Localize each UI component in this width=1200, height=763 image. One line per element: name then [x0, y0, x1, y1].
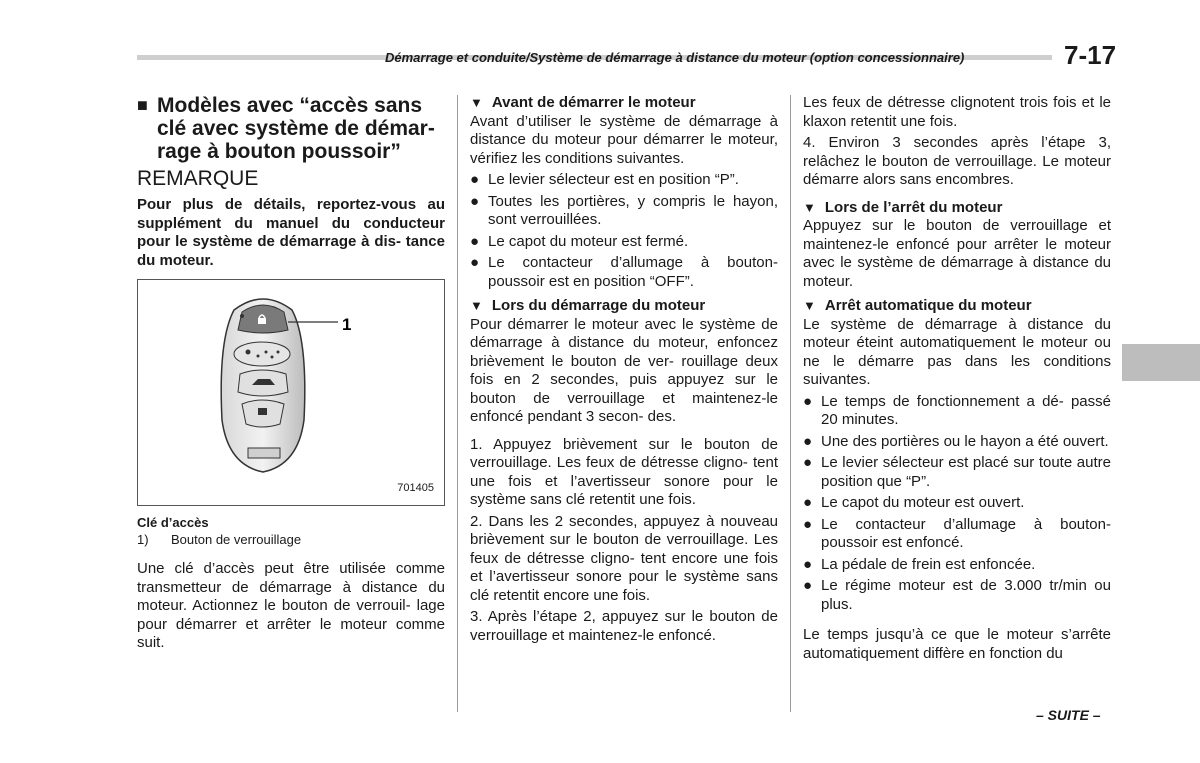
bullet-icon: ● [803, 577, 813, 594]
paragraph: Le temps jusqu’à ce que le moteur s’arrête automatiquement diffère en fonction du [803, 626, 1111, 662]
logo-button [234, 342, 290, 366]
bullet-icon: ● [470, 171, 480, 188]
bullet-icon: ● [470, 232, 480, 250]
triangle-bullet-icon: ▼ [470, 298, 483, 313]
paragraph: Pour démarrer le moteur avec le système de démarrage à distance du moteur, enfoncez brièvement le bouton de ver- rouillage deux fois en 2 secondes, puis appuyez sur le bouton de verrouillage et maintenez-le enfoncé pendant 3 secon- des. [470, 315, 778, 425]
step-2: 2. Dans les 2 secondes, appuyez à nouveau brièvement sur le bouton de verrouillage. Les feux de détresse cligno- tent encore une fois et l’avertisseur sonore pour le système sans clé retentit encore une fois. [470, 512, 778, 604]
section-title [137, 94, 445, 163]
lock-icon [258, 318, 266, 324]
triangle-bullet-icon: ▼ [803, 298, 816, 313]
list-item: ● Le capot du moteur est fermé. [470, 232, 689, 250]
page-number: 7-17 [1064, 40, 1117, 70]
paragraph: Appuyez sur le bouton de verrouillage et maintenez-le enfoncé pour arrêter le moteur avec le système de démarrage à distance du moteur. [803, 217, 1111, 290]
list-item: ● La pédale de frein est enfoncée. [803, 555, 1036, 573]
figure-caption-title: Clé d’accès [137, 515, 209, 530]
square-bullet-icon: ■ [137, 95, 148, 115]
list-item: ● Le levier sélecteur est en position “P”. [470, 171, 739, 188]
triangle-bullet-icon: ▼ [803, 199, 816, 215]
bullet-icon: ● [803, 494, 813, 511]
heading-auto-stop: ▼ Arrêt automatique du moteur [803, 297, 1032, 314]
bullet-icon: ● [803, 432, 813, 450]
figure-caption-item: 1) Bouton de verrouillage [137, 532, 302, 547]
column-3 [803, 94, 1111, 663]
list-item: ● Le contacteur d’allumage à bouton- poussoir est en position “OFF”. [470, 254, 778, 290]
heading-during-start: ▼ Lors du démarrage du moteur [470, 297, 706, 314]
key-figure [137, 279, 445, 506]
paragraph: Les feux de détresse clignotent trois fois et le klaxon retentit une fois. [803, 94, 1111, 130]
bullet-icon: ● [803, 515, 813, 533]
step-3: 3. Après l’étape 2, appuyez sur le bouton de verrouillage et maintenez-le enfoncé. [470, 608, 778, 644]
intro-paragraph: Une clé d’accès peut être utilisée comme transmetteur de démarrage à distance du moteur. Actionnez le bouton de verrouil- lage pour démarrer et arrêter le moteur comme suit. [137, 560, 445, 651]
bullet-icon: ● [803, 454, 813, 471]
lights-icon [258, 408, 267, 415]
list-item: ● Le régime moteur est de 3.000 tr/min ou plus. [803, 577, 1111, 613]
figure-code: 701405 [397, 481, 434, 494]
step-1: 1. Appuyez brièvement sur le bouton de verrouillage. Les feux de détresse cligno- tent une fois et l’avertisseur sonore pour le système sans clé retentit une fois. [470, 435, 778, 508]
continued-marker: – SUITE – [1036, 707, 1101, 723]
remarque-text: Pour plus de détails, reportez-vous au supplément du manuel du conducteur pour le système de démarrage à dis- tance du moteur. [137, 196, 445, 269]
list-item: ● Le levier sélecteur est placé sur toute autre position que “P”. [803, 454, 1111, 490]
column-divider [790, 95, 791, 712]
running-header: Démarrage et conduite/Système de démarrage à distance du moteur (option concessionnaire) [385, 50, 965, 65]
paragraph: Le système de démarrage à distance du moteur éteint automatiquement le moteur ou ne le démarre pas dans les conditions suivantes. [803, 315, 1111, 388]
column-1 [137, 94, 445, 653]
column-2 [470, 94, 778, 645]
heading-stop-engine: ▼ Lors de l’arrêt du moteur [803, 198, 1003, 216]
column-divider [457, 95, 458, 712]
list-item: ● Toutes les portières, y compris le hayon, sont verrouillées. [470, 192, 778, 228]
list-item: ● Le contacteur d’allumage à bouton- poussoir est enfoncé. [803, 515, 1111, 551]
list-item: ● Le temps de fonctionnement a dé- passé 20 minutes. [803, 392, 1111, 428]
bullet-icon: ● [803, 392, 813, 410]
access-key-illustration [138, 280, 444, 505]
callout-1: 1 [342, 315, 352, 334]
bullet-icon: ● [470, 192, 480, 210]
chapter-tab [1122, 344, 1200, 381]
triangle-bullet-icon: ▼ [470, 95, 483, 110]
step-4: 4. Environ 3 secondes après l’étape 3, relâchez le bouton de verrouillage. Le moteur démarre alors sans encombres. [803, 134, 1111, 188]
heading-before-start: ▼ Avant de démarrer le moteur [470, 94, 696, 111]
paragraph: Avant d’utiliser le système de démarrage à distance du moteur pour démarrer le moteur, vérifiez les conditions suivantes. [470, 112, 778, 167]
list-item: ● Une des portières ou le hayon a été ouvert. [803, 432, 1109, 450]
bullet-icon: ● [470, 254, 480, 271]
section-title-text: Modèles avec “accès sans clé avec système de démar- rage à bouton poussoir” [157, 94, 435, 163]
remarque-heading: REMARQUE [137, 167, 259, 190]
list-item: ● Le capot du moteur est ouvert. [803, 494, 1025, 511]
bullet-icon: ● [803, 555, 813, 573]
